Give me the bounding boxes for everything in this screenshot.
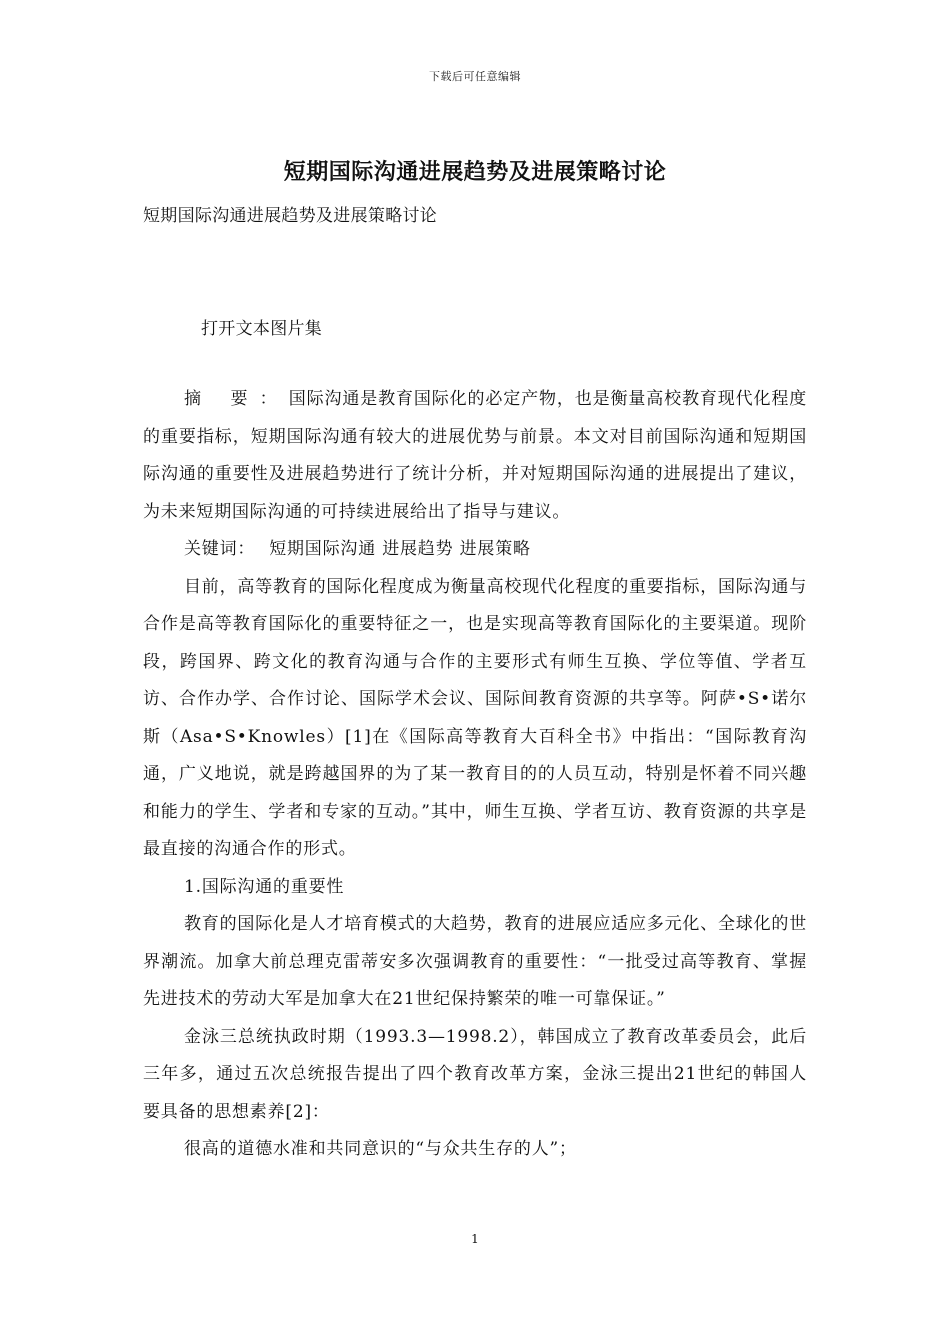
document-subtitle: 短期国际沟通进展趋势及进展策略讨论 (143, 206, 438, 226)
keywords-label: 关键词： (184, 539, 256, 559)
abstract-label: 摘 要： (184, 389, 289, 409)
abstract-paragraph (143, 381, 807, 531)
section-paragraph: 很高的道德水准和共同意识的“与众共生存的人”； (184, 1139, 577, 1159)
abstract-text: 国际沟通是教育国际化的必定产物，也是衡量高校教育现代化程度的重要指标，短期国际沟通有较大的进展优势与前景。本文对目前国际沟通和短期国际沟通的重要性及进展趋势进行了统计分析，并对短期国际沟通的进展提出了建议，为未来短期国际沟通的可持续进展给出了指导与建议。 (143, 389, 807, 522)
keywords-text: 短期国际沟通 进展趋势 进展策略 (269, 539, 531, 559)
section-heading: 1.国际沟通的重要性 (184, 876, 345, 897)
header-note: 下载后可任意编辑 (429, 70, 521, 83)
intro-paragraph: 目前，高等教育的国际化程度成为衡量高校现代化程度的重要指标，国际沟通与合作是高等教育国际化的重要特征之一，也是实现高等教育国际化的主要渠道。现阶段，跨国界、跨文化的教育沟通与合作的主要形式有师生互换、学位等值、学者互访、合作办学、合作讨论、国际学术会议、国际间教育资源的共享等。阿萨•S•诺尔斯（Asa•S•Knowles）[1]在《国际高等教育大百科全书》中指出：“国际教育沟通，广义地说，就是跨越国界的为了某一教育目的的人员互动，特别是怀着不同兴趣和能力的学生、学者和专家的互动。”其中，师生互换、学者互访、教育资源的共享是最直接的沟通合作的形式。 (143, 576, 807, 859)
section-paragraph: 教育的国际化是人才培育模式的大趋势，教育的进展应适应多元化、全球化的世界潮流。加拿大前总理克雷蒂安多次强调教育的重要性：“一批受过高等教育、掌握先进技术的劳动大军是加拿大在21世纪保持繁荣的唯一可靠保证。” (143, 914, 807, 1009)
open-image-gallery-link[interactable]: 打开文本图片集 (201, 319, 323, 339)
keywords-paragraph (143, 531, 807, 569)
document-title: 短期国际沟通进展趋势及进展策略讨论 (283, 159, 667, 185)
document-body (143, 381, 807, 1169)
section-paragraph: 金泳三总统执政时期（1993.3—1998.2），韩国成立了教育改革委员会，此后三年多，通过五次总统报告提出了四个教育改革方案，金泳三提出21世纪的韩国人要具备的思想素养[2]： (143, 1026, 807, 1122)
page-number: 1 (471, 1232, 479, 1246)
